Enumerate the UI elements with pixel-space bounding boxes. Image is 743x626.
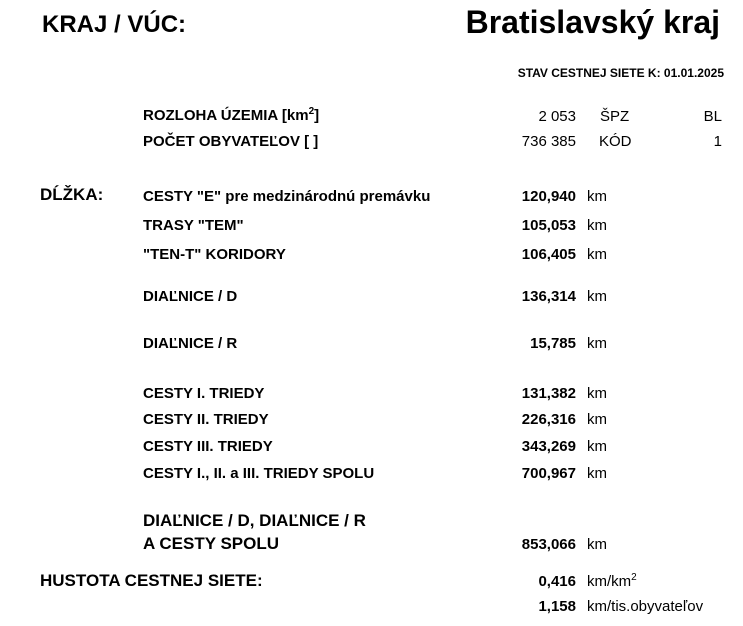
row-value: 136,314 — [521, 288, 576, 305]
row-value: 120,940 — [521, 188, 576, 205]
spz-value: BL — [703, 108, 722, 125]
row-value: 343,269 — [521, 438, 576, 455]
density-value-2: 1,158 — [538, 598, 576, 615]
row-unit: km — [587, 246, 607, 263]
row-value: 106,405 — [521, 246, 576, 263]
row-value: 15,785 — [530, 335, 576, 352]
row-value: 131,382 — [521, 385, 576, 402]
row-label: CESTY I. TRIEDY — [143, 385, 265, 402]
row-unit: km — [587, 438, 607, 455]
area-value: 2 053 — [538, 108, 576, 125]
row-unit: km — [587, 411, 607, 428]
row-value: 700,967 — [521, 465, 576, 482]
area-label: ROZLOHA ÚZEMIA $[km^2]$ — [143, 106, 320, 124]
total-label-line1: DIAĽNICE / D, DIAĽNICE / R — [143, 511, 366, 530]
row-label: CESTY III. TRIEDY — [143, 438, 273, 455]
code-label: KÓD — [599, 133, 632, 150]
row-unit: km — [587, 288, 607, 305]
row-unit: km — [587, 335, 607, 352]
row-value: 226,316 — [521, 411, 576, 428]
density-title: HUSTOTA CESTNEJ SIETE: — [40, 571, 263, 590]
length-title: DĹŽKA: — [40, 185, 104, 204]
density-value-1: 0,416 — [538, 573, 576, 590]
row-unit: km — [587, 188, 607, 205]
region-name: Bratislavský kraj — [465, 4, 720, 40]
spz-label: ŠPZ — [600, 108, 630, 125]
row-value: 105,053 — [521, 217, 576, 234]
header-label: KRAJ / VÚC: — [42, 11, 187, 38]
row-label: CESTY II. TRIEDY — [143, 411, 269, 428]
population-label: POČET OBYVATEĽOV [ ] — [143, 133, 319, 150]
row-label: CESTY I., II. a III. TRIEDY SPOLU — [143, 465, 375, 482]
total-label-line2: A CESTY SPOLU — [143, 534, 280, 553]
row-unit: km — [587, 217, 607, 234]
total-unit: km — [587, 536, 607, 553]
code-value: 1 — [713, 133, 722, 150]
density-unit-2: km/tis.obyvateľov — [587, 598, 704, 615]
row-label: CESTY "E" pre medzinárodnú premávku — [143, 188, 431, 205]
density-unit-1: $km/km^2$ — [587, 572, 637, 590]
row-label: "TEN-T" KORIDORY — [143, 246, 286, 263]
row-unit: km — [587, 465, 607, 482]
total-value: 853,066 — [521, 536, 576, 553]
row-unit: km — [587, 385, 607, 402]
row-label: DIAĽNICE / R — [143, 335, 238, 352]
population-value: 736 385 — [521, 133, 576, 150]
row-label: TRASY "TEM" — [143, 217, 244, 234]
row-label: DIAĽNICE / D — [143, 288, 238, 305]
state-date: STAV CESTNEJ SIETE K: 01.01.2025 — [517, 66, 724, 80]
